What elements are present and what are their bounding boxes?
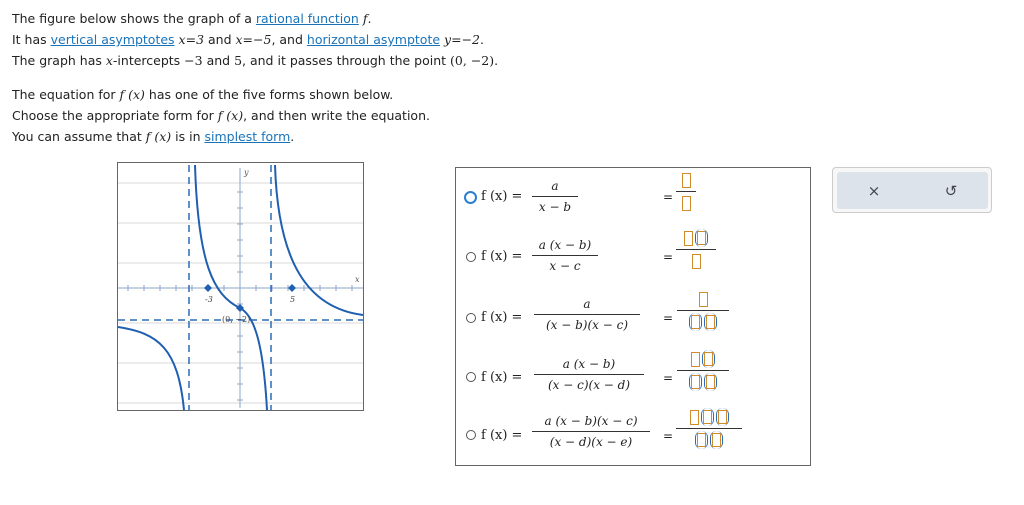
intro-line-3 bbox=[12, 54, 498, 68]
radio-option-4[interactable] bbox=[466, 372, 476, 382]
input-e[interactable] bbox=[712, 433, 721, 447]
intro-text: and bbox=[202, 53, 235, 68]
math-point: (0, −2) bbox=[450, 53, 495, 68]
option-denominator: (x − d)(x − e) bbox=[549, 435, 633, 449]
math-fx: f (x) bbox=[217, 108, 244, 123]
input-denominator-b[interactable] bbox=[682, 196, 691, 211]
option-form-2[interactable] bbox=[464, 235, 804, 281]
option-numerator: a (x − b)(x − c) bbox=[544, 414, 638, 428]
option-lhs: f (x) = bbox=[481, 189, 523, 204]
option-fraction bbox=[532, 179, 578, 214]
option-numerator: a (x − b) bbox=[562, 357, 616, 371]
paren-group bbox=[695, 229, 708, 247]
template-fraction bbox=[676, 171, 696, 212]
input-c[interactable] bbox=[691, 375, 700, 389]
option-form-1[interactable] bbox=[464, 176, 804, 222]
option-lhs: f (x) = bbox=[481, 249, 523, 264]
link-horizontal-asymptote[interactable]: horizontal asymptote bbox=[306, 32, 441, 47]
input-a[interactable] bbox=[699, 292, 708, 307]
link-vertical-asymptotes[interactable]: vertical asymptotes bbox=[50, 32, 175, 47]
undo-icon[interactable]: ↺ bbox=[944, 182, 958, 200]
tool-panel bbox=[832, 167, 992, 213]
math-f: f bbox=[362, 11, 368, 26]
paren-group bbox=[704, 313, 717, 331]
graph-panel bbox=[117, 162, 364, 411]
option-lhs: f (x) = bbox=[481, 310, 523, 325]
option-fraction bbox=[534, 357, 644, 392]
instruction-text: , and then write the equation. bbox=[243, 108, 430, 123]
x-axis-label: x bbox=[355, 275, 360, 284]
intro-text: The figure below shows the graph of a bbox=[12, 11, 256, 26]
paren-group bbox=[710, 431, 723, 449]
equals-sign: = bbox=[663, 250, 674, 264]
paren-group bbox=[701, 408, 714, 426]
intro-text: . bbox=[367, 11, 372, 26]
input-b[interactable] bbox=[703, 410, 712, 424]
option-denominator: (x − b)(x − c) bbox=[545, 318, 629, 332]
curve-left-branch bbox=[118, 327, 184, 410]
math-x: x bbox=[105, 53, 113, 68]
radio-option-2[interactable] bbox=[466, 252, 476, 262]
equals-sign: = bbox=[663, 311, 674, 325]
intro-line-2 bbox=[12, 33, 484, 47]
intro-text: . bbox=[480, 32, 484, 47]
radio-option-3[interactable] bbox=[466, 313, 476, 323]
option-numerator: a bbox=[551, 179, 559, 193]
math-fx: f (x) bbox=[145, 129, 172, 144]
option-numerator: a (x − b) bbox=[538, 238, 592, 252]
radio-option-1[interactable] bbox=[464, 191, 477, 204]
template-fraction bbox=[677, 350, 729, 391]
link-rational-function[interactable]: rational function bbox=[255, 11, 359, 26]
y-axis-label: y bbox=[244, 168, 249, 177]
point-x-intercept-5 bbox=[288, 284, 296, 292]
math-y-equals-neg2: y=−2 bbox=[444, 32, 480, 47]
label-5: 5 bbox=[290, 295, 296, 304]
radio-option-5[interactable] bbox=[466, 430, 476, 440]
option-form-5[interactable] bbox=[464, 410, 804, 456]
math-neg3: −3 bbox=[184, 53, 203, 68]
option-fraction bbox=[532, 238, 598, 273]
paren-group bbox=[689, 373, 702, 391]
instruction-text: . bbox=[290, 129, 295, 144]
intro-text: and bbox=[204, 32, 236, 47]
input-b[interactable] bbox=[691, 315, 700, 329]
instruction-line-1 bbox=[12, 88, 393, 102]
input-c[interactable] bbox=[718, 410, 727, 424]
intro-text: The graph has bbox=[12, 53, 106, 68]
option-fraction bbox=[534, 297, 640, 332]
point-x-intercept-neg3 bbox=[204, 284, 212, 292]
input-c[interactable] bbox=[692, 254, 701, 269]
template-fraction bbox=[677, 290, 729, 331]
template-fraction bbox=[676, 229, 716, 270]
rational-function-graph bbox=[118, 163, 363, 410]
option-numerator: a bbox=[583, 297, 591, 311]
instruction-text: Choose the appropriate form for bbox=[12, 108, 218, 123]
option-form-3[interactable] bbox=[464, 293, 804, 339]
paren-group bbox=[695, 431, 708, 449]
input-numerator-a[interactable] bbox=[682, 173, 691, 188]
label-point: (0, −2) bbox=[222, 315, 251, 324]
input-b[interactable] bbox=[704, 352, 713, 366]
option-denominator: x − c bbox=[549, 259, 581, 273]
intro-line-1 bbox=[12, 12, 371, 26]
intro-text: . bbox=[494, 53, 499, 68]
input-a[interactable] bbox=[691, 352, 700, 367]
clear-icon[interactable]: × bbox=[867, 182, 881, 200]
tool-bar bbox=[837, 172, 988, 209]
instruction-text: is in bbox=[171, 129, 205, 144]
template-fraction bbox=[676, 408, 742, 449]
paren-group bbox=[702, 350, 715, 368]
equals-sign: = bbox=[663, 371, 674, 385]
equals-sign: = bbox=[663, 429, 674, 443]
paren-group bbox=[689, 313, 702, 331]
intro-text: , and bbox=[271, 32, 307, 47]
input-a[interactable] bbox=[690, 410, 699, 425]
math-x-equals-3: x=3 bbox=[178, 32, 205, 47]
input-b[interactable] bbox=[697, 231, 706, 245]
label-neg3: -3 bbox=[205, 295, 213, 304]
instruction-line-3 bbox=[12, 130, 294, 144]
instruction-text: has one of the five forms shown below. bbox=[144, 87, 394, 102]
option-denominator: (x − c)(x − d) bbox=[547, 378, 631, 392]
input-a[interactable] bbox=[684, 231, 693, 246]
math-x-equals-neg5: x=−5 bbox=[235, 32, 272, 47]
input-d[interactable] bbox=[697, 433, 706, 447]
instruction-text: You can assume that bbox=[12, 129, 146, 144]
intro-text: , and it passes through the point bbox=[242, 53, 451, 68]
intro-text: It has bbox=[12, 32, 51, 47]
input-c[interactable] bbox=[706, 315, 715, 329]
math-5: 5 bbox=[234, 53, 243, 68]
input-d[interactable] bbox=[706, 375, 715, 389]
equals-sign: = bbox=[663, 190, 674, 204]
instruction-line-2 bbox=[12, 109, 430, 123]
option-lhs: f (x) = bbox=[481, 428, 523, 443]
paren-group bbox=[716, 408, 729, 426]
math-fx: f (x) bbox=[119, 87, 145, 102]
option-denominator: x − b bbox=[538, 200, 572, 214]
intro-text: -intercepts bbox=[112, 53, 185, 68]
link-simplest-form[interactable]: simplest form bbox=[204, 129, 291, 144]
paren-group bbox=[704, 373, 717, 391]
option-fraction bbox=[532, 414, 650, 449]
option-form-4[interactable] bbox=[464, 351, 804, 397]
curve-right-branch bbox=[275, 165, 363, 315]
option-lhs: f (x) = bbox=[481, 370, 523, 385]
instruction-text: The equation for bbox=[12, 87, 120, 102]
